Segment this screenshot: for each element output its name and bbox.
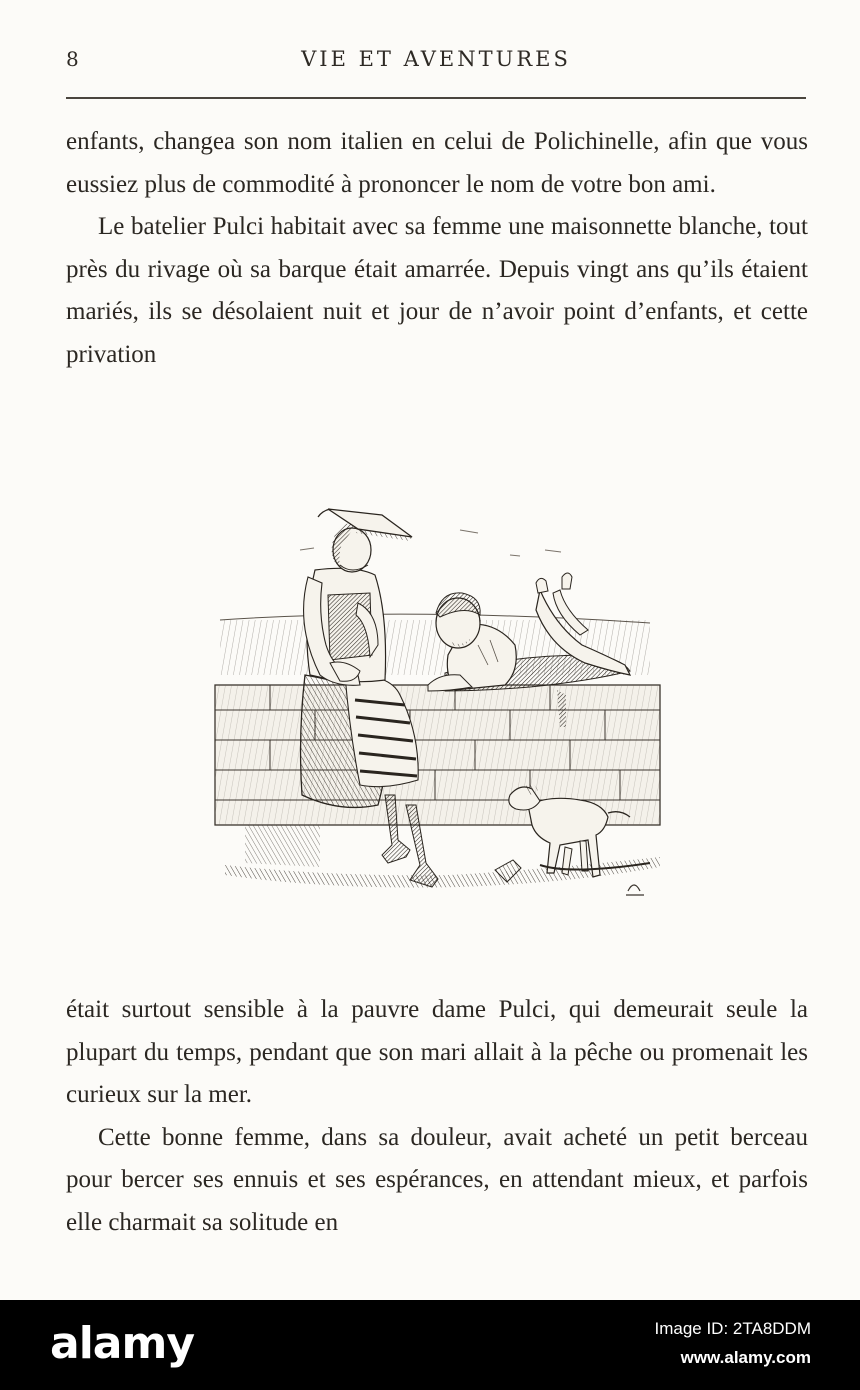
paragraph: Cette bonne femme, dans sa douleur, avait acheté un petit berceau pour bercer ses ennuis et ses espérances, en attendant mieux, et parfois elle charmait sa solitude en	[66, 1123, 808, 1236]
running-head	[66, 47, 806, 77]
footer-url: www.alamy.com	[680, 1348, 811, 1367]
paragraph-continuation: enfants, changea son nom italien en celui de Polichinelle, afin que vous eussiez plus de commodité à prononcer le nom de votre bon ami.	[66, 128, 808, 198]
artist-monogram	[626, 885, 644, 895]
engraving-drawing	[210, 495, 670, 915]
text-block-bottom	[66, 989, 808, 1244]
engraving-illustration	[210, 495, 670, 915]
running-title: VIE ET AVENTURES	[301, 47, 571, 71]
paragraph: Le batelier Pulci habitait avec sa femme une maisonnette blanche, tout près du rivage où sa barque était amarrée. Depuis vingt ans qu’ils étaient mariés, ils se désolaient nuit et jour de n’avoir point d’enfants, et cette privation	[66, 213, 808, 368]
image-id: Image ID: 2TA8DDM	[654, 1319, 811, 1338]
text-block-top	[66, 121, 808, 376]
watermark-footer	[0, 1300, 860, 1390]
alamy-logo: alamy	[50, 1318, 194, 1369]
header-rule	[66, 97, 806, 99]
page-number: 8	[66, 47, 80, 71]
paragraph-continuation: était surtout sensible à la pauvre dame Pulci, qui demeurait seule la plupart du temps, pendant que son mari allait à la pêche ou promenait les curieux sur la mer.	[66, 996, 808, 1108]
